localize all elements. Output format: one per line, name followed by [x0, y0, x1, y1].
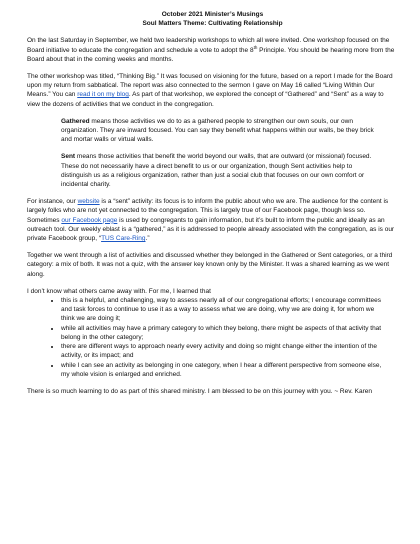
term-sent: Sent	[61, 153, 76, 161]
list-item: • while I can see an activity as belonging in one category, when I hear a different perspective from someone else, my whole vision is enlarged and enriched.	[61, 361, 382, 379]
definition-gathered	[61, 117, 382, 145]
paragraph-text: is a “sent” activity: its focus is to inform the public about who we are. The audience for the content is largely folks who are not yet connected to the congregation. This is largely true of our Facebook page, though less so. Sometimes	[27, 198, 389, 224]
paragraph-closing: There is so much learning to do as part of this shared ministry. I am blessed to be on this journey with you. ~ Rev. Karen	[27, 387, 372, 395]
list-item: • this is a helpful, and challenging, way to assess nearly all of our congregational efforts; I encourage committees and task forces to continue to use it as a way to assess what we are doing, why we are doing it, for whom we think we are doing it;	[61, 296, 382, 324]
document-heading	[27, 10, 398, 28]
paragraph-text: is used by congregants to gain information, but it’s built to inform the public and ideally as an outreach tool. Our weekly eblast is a “gathered,” as it is addressed to people already associated with the congregation, as is our private Facebook group, “	[27, 216, 395, 243]
document-subtitle: Soul Matters Theme: Cultivating Relationship	[142, 20, 283, 28]
paragraph-thinking-big	[27, 72, 398, 109]
paragraph-discussion: Together we went through a list of activities and discussed whether they belonged in the Gathered or Sent categories, or a third category: a mix of both. It was not a quiz, with the answer key known only by the Minister. It was a shared learning as we went along.	[27, 252, 393, 278]
definition-sent	[61, 152, 382, 189]
paragraph-workshops	[27, 36, 398, 64]
list-item: • there are different ways to approach nearly every activity and doing so might change either the intention of the activity, or its impact; and	[61, 342, 382, 360]
blog-link[interactable]: read it on my blog	[77, 91, 129, 99]
paragraph-text: For instance, our	[27, 198, 78, 206]
definition-text: means those activities we do to as a gathered people to strengthen our own souls, our own organization. They are inward focused. You can say they benefit what happens within our walls, be they brick and mortar walls or virtual walls.	[61, 117, 374, 144]
paragraph-text: The other workshop was titled, “Thinking Big.” It was focused on visioning for the future, based on a report I made for the Board upon my return from sabbatical. The report was also connected to the sermon I gave on May 16 called “Living Within Our Means.” You can	[27, 73, 393, 99]
paragraph-text: .”	[145, 235, 150, 243]
learnings-list	[27, 296, 398, 379]
ordinal-suffix: th	[253, 44, 258, 50]
term-gathered: Gathered	[61, 117, 90, 125]
list-item: • while all activities may have a primary category to which they belong, there might be aspects of that activity that belong in the other category;	[61, 324, 382, 342]
document-title: October 2021 Minister’s Musings	[161, 11, 264, 18]
care-ring-link[interactable]: TUS Care-Ring	[101, 235, 146, 243]
definition-text: means those activities that benefit the world beyond our walls, that are outward (or missional) focused. These do not necessarily have a direct benefit to us or our organization, though Sent activities help to distinguish us as a religious organization, rather than just a social club that focuses on our own comfort or incidental charity.	[61, 153, 372, 189]
paragraph-text: On the last Saturday in September, we held two leadership workshops to which all were invited. One workshop focused on the Board initiative to educate the congregation and schedule a vote to adopt the 8	[27, 37, 390, 54]
paragraph-text: Principle. You should be hearing more from the Board about that in the coming weeks and months.	[27, 46, 395, 63]
paragraph-text: . As part of that workshop, we explored the concept of “Gathered” and “Sent” as a way to view the dozens of activities that we conduct in the congregation.	[27, 91, 384, 108]
paragraph-learned-intro: I don’t know what others came away with. For me, I learned that	[27, 287, 211, 295]
paragraph-examples	[27, 197, 398, 243]
website-link[interactable]: website	[77, 198, 100, 206]
facebook-page-link[interactable]: our Facebook page	[61, 216, 118, 224]
